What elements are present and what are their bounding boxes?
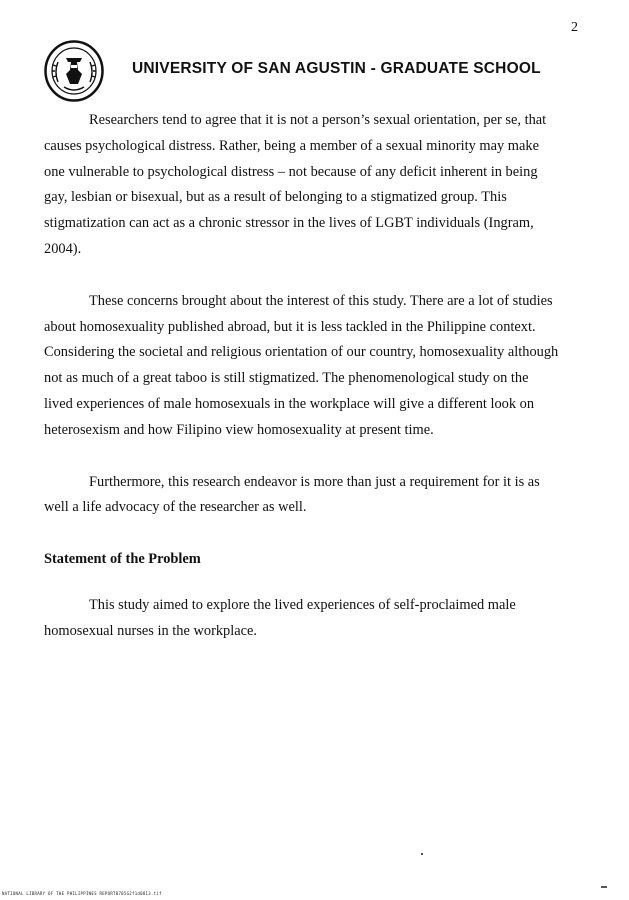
- paragraph-1: [44, 108, 592, 263]
- paragraph-line: lived experiences of male homosexuals in the workplace will give a different look on: [44, 395, 535, 412]
- paragraph-line: not as much of a great taboo is still stigmatized. The phenomenological study on the: [44, 370, 529, 387]
- paragraph-line: well a life advocacy of the researcher as well.: [44, 499, 307, 516]
- header-title: UNIVERSITY OF SAN AGUSTIN - GRADUATE SCHOOL: [132, 60, 541, 77]
- paragraph-line: heterosexism and how Filipino view homosexuality at present time.: [44, 421, 434, 438]
- paragraph-line: Considering the societal and religious orientation of our country, homosexuality although: [44, 344, 559, 361]
- paragraph-line: Furthermore, this research endeavor is more than just a requirement for it is as: [89, 473, 540, 490]
- page-number: 2: [571, 20, 578, 35]
- scan-speck: [601, 886, 607, 888]
- paragraph-line: about homosexuality published abroad, but it is less tackled in the Philippine context.: [44, 318, 536, 335]
- university-seal-icon: [44, 40, 104, 102]
- footer-scan-stamp: NATIONAL LIBRARY OF THE PHILIPPINES REPORT0705G2f1d0813.tif: [2, 891, 162, 896]
- paragraph-line: gay, lesbian or bisexual, but as a result of belonging to a stigmatized group. This: [44, 189, 507, 206]
- paragraph-line: causes psychological distress. Rather, being a member of a sexual minority may make: [44, 137, 539, 154]
- paragraph-3: [44, 470, 592, 522]
- paragraph-line: 2004).: [44, 240, 82, 257]
- paragraph-2: [44, 289, 592, 444]
- paragraph-line: This study aimed to explore the lived experiences of self-proclaimed male: [89, 596, 516, 613]
- paragraph-line: one vulnerable to psychological distress – not because of any deficit inherent in being: [44, 163, 538, 180]
- scan-speck: [421, 853, 423, 855]
- paragraph-line: stigmatization can act as a chronic stressor in the lives of LGBT individuals (Ingram,: [44, 215, 534, 232]
- paragraph-line: Researchers tend to agree that it is not a person’s sexual orientation, per se, that: [89, 112, 547, 128]
- problem-paragraph: [44, 593, 592, 645]
- document-body: [44, 108, 592, 645]
- paragraph-line: homosexual nurses in the workplace.: [44, 622, 258, 639]
- section-heading: Statement of the Problem: [44, 551, 201, 568]
- paragraph-line: These concerns brought about the interest of this study. There are a lot of studies: [89, 292, 553, 309]
